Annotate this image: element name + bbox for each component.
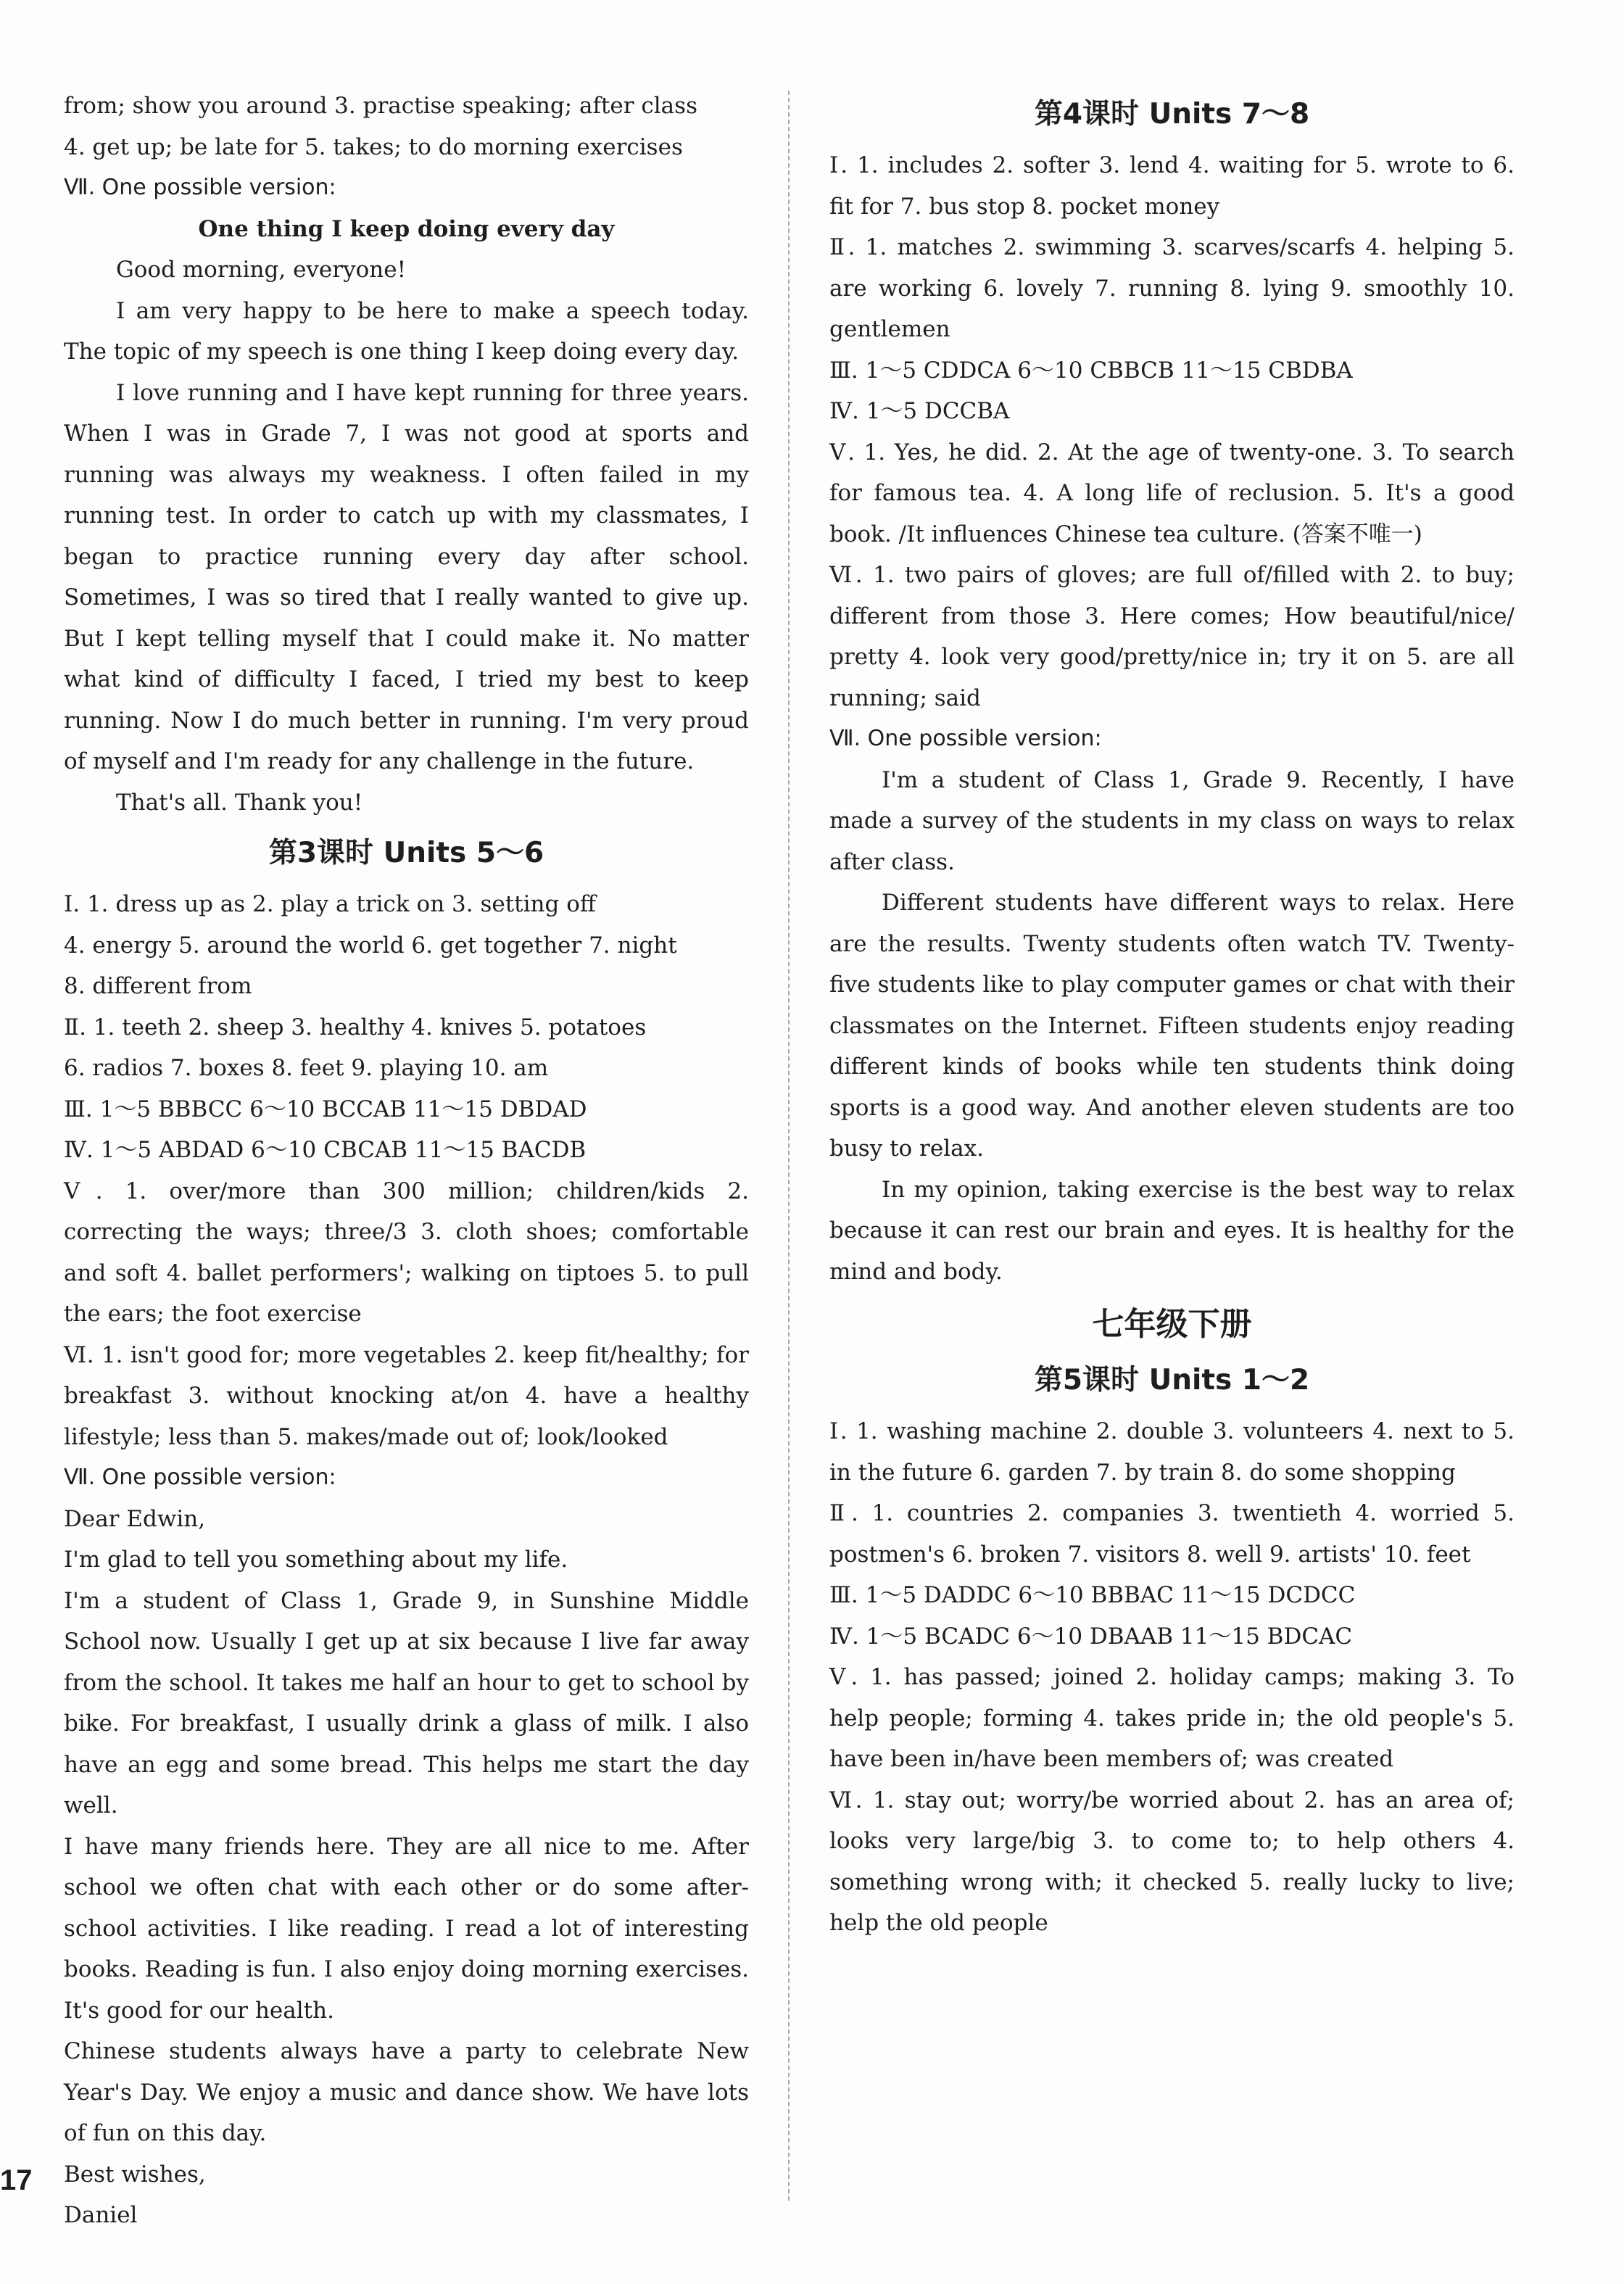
answer-line: Ⅰ. 1. includes 2. softer 3. lend 4. waiting for 5. wrote to 6. fit for 7. bus stop 8. pocket money	[829, 152, 1515, 220]
essay-paragraph: That's all. Thank you!	[116, 789, 363, 816]
right-column	[829, 86, 1515, 1944]
grade-title: 七年级下册	[1092, 1306, 1252, 1343]
left-column	[64, 86, 749, 2236]
essay-paragraph: Good morning, everyone!	[116, 257, 407, 283]
answer-line: Ⅲ. 1～5 DADDC 6～10 BBBAC 11～15 DCDCC	[829, 1582, 1356, 1608]
answer-line: Ⅲ. 1～5 BBBCC 6～10 BCCAB 11～15 DBDAD	[64, 1096, 587, 1122]
answer-line: Ⅱ. 1. teeth 2. sheep 3. healthy 4. knives 5. potatoes	[64, 1014, 647, 1040]
essay-title: One thing I keep doing every day	[198, 215, 615, 242]
answer-line: Ⅱ. 1. matches 2. swimming 3. scarves/scarfs 4. helping 5. are working 6. lovely 7. running 8. lying 9. smoothly 10. gentlemen	[829, 234, 1515, 342]
answer-line: Ⅰ. 1. dress up as 2. play a trick on 3. setting off	[64, 891, 596, 917]
essay-paragraph: I'm a student of Class 1, Grade 9. Recently, I have made a survey of the students in my class on ways to relax after class.	[829, 766, 1515, 875]
answer-line: Ⅳ. 1～5 DCCBA	[829, 398, 1010, 424]
letter-line: Dear Edwin,	[64, 1505, 206, 1532]
letter-line: I'm glad to tell you something about my life.	[64, 1547, 568, 1573]
letter-line: Chinese students always have a party to celebrate New Year's Day. We enjoy a music and dance show. We have lots of fun on this day.	[64, 2038, 749, 2146]
lesson-title: 第5课时 Units 1～2	[1034, 1364, 1310, 1397]
answer-line: Ⅱ. 1. countries 2. companies 3. twentieth 4. worried 5. postmen's 6. broken 7. visitors 8. well 9. artists' 10. feet	[829, 1500, 1515, 1568]
letter-line: I have many friends here. They are all nice to me. After school we often chat with each other or do some after-school activities. I like reading. I read a lot of interesting books. Reading is fun. I also enjoy doing morning exercises. It's good for our health.	[64, 1833, 749, 2024]
lesson-title: 第3课时 Units 5～6	[268, 837, 544, 869]
answer-line: Ⅵ. 1. isn't good for; more vegetables 2. keep fit/healthy; for breakfast 3. without knocking at/on 4. have a healthy lifestyle; less than 5. makes/made out of; look/looked	[64, 1341, 749, 1450]
answer-line: Ⅳ. 1～5 BCADC 6～10 DBAAB 11～15 BDCAC	[829, 1623, 1353, 1650]
answer-line: from; show you around 3. practise speaking; after class	[64, 93, 697, 119]
answer-line: Ⅳ. 1～5 ABDAD 6～10 CBCAB 11～15 BACDB	[64, 1137, 587, 1163]
answer-line: Ⅲ. 1～5 CDDCA 6～10 CBBCB 11～15 CBDBA	[829, 357, 1353, 384]
page-number: 17	[0, 2164, 33, 2196]
essay-paragraph: I love running and I have kept running for three years. When I was in Grade 7, I was not good at sports and running was always my weakness. I often failed in my running test. In order to catch up with my classmates, I began to practice running every day after school. Sometimes, I was so tired that I really wanted to give up. But I kept telling myself that I could make it. No matter what kind of difficulty I faced, I tried my best to keep running. Now I do much better in running. I'm very proud of myself and I'm ready for any challenge in the future.	[64, 379, 749, 774]
essay-paragraph: I am very happy to be here to make a speech today. The topic of my speech is one thing I keep doing every day.	[64, 297, 749, 365]
answer-line: 8. different from	[64, 973, 252, 999]
letter-line: I'm a student of Class 1, Grade 9, in Sunshine Middle School now. Usually I get up at six because I live far away from the school. It takes me half an hour to get to school by bike. For breakfast, I usually drink a glass of milk. I also have an egg and some bread. This helps me start the day well.	[64, 1587, 749, 1818]
letter-line: Daniel	[64, 2202, 138, 2228]
answer-line: Ⅴ. 1. over/more than 300 million; children/kids 2. correcting the ways; three/3 3. cloth shoes; comfortable and soft 4. ballet performers'; walking on tiptoes 5. to pull the ears; the foot exercise	[64, 1178, 749, 1327]
answer-line: Ⅴ. 1. Yes, he did. 2. At the age of twenty-one. 3. To search for famous tea. 4. A long life of reclusion. 5. It's a good book. /It influences Chinese tea culture. (答案不唯一)	[829, 439, 1515, 547]
section-header: Ⅶ. One possible version:	[64, 1465, 336, 1490]
lesson-title: 第4课时 Units 7～8	[1034, 98, 1310, 131]
answer-line: Ⅵ. 1. two pairs of gloves; are full of/filled with 2. to buy; different from those 3. Here comes; How beautiful/nice/ pretty 4. look very good/pretty/nice in; try it on 5. are all running; said	[829, 562, 1515, 711]
answer-line: Ⅵ. 1. stay out; worry/be worried about 2. has an area of; looks very large/big 3. to come to; to help others 4. something wrong with; it checked 5. really lucky to live; help the old people	[829, 1787, 1515, 1936]
column-divider	[788, 91, 790, 2201]
answer-line: 4. get up; be late for 5. takes; to do morning exercises	[64, 133, 683, 160]
letter-line: Best wishes,	[64, 2161, 206, 2188]
essay-paragraph: In my opinion, taking exercise is the best way to relax because it can rest our brain and eyes. It is healthy for the mind and body.	[829, 1176, 1515, 1285]
answer-line: Ⅰ. 1. washing machine 2. double 3. volunteers 4. next to 5. in the future 6. garden 7. by train 8. do some shopping	[829, 1418, 1515, 1486]
answer-line: Ⅴ. 1. has passed; joined 2. holiday camps; making 3. To help people; forming 4. takes pride in; the old people's 5. have been in/have been members of; was created	[829, 1664, 1515, 1772]
answer-line: 4. energy 5. around the world 6. get together 7. night	[64, 932, 677, 959]
section-header: Ⅶ. One possible version:	[829, 726, 1102, 751]
essay-paragraph: Different students have different ways to relax. Here are the results. Twenty students often watch TV. Twenty-five students like to play computer games or chat with their classmates on the Internet. Fifteen students enjoy reading different kinds of books while ten students think doing sports is a good way. And another eleven students are too busy to relax.	[829, 890, 1515, 1162]
section-header: Ⅶ. One possible version:	[64, 175, 336, 200]
answer-line: 6. radios 7. boxes 8. feet 9. playing 10. am	[64, 1055, 549, 1081]
